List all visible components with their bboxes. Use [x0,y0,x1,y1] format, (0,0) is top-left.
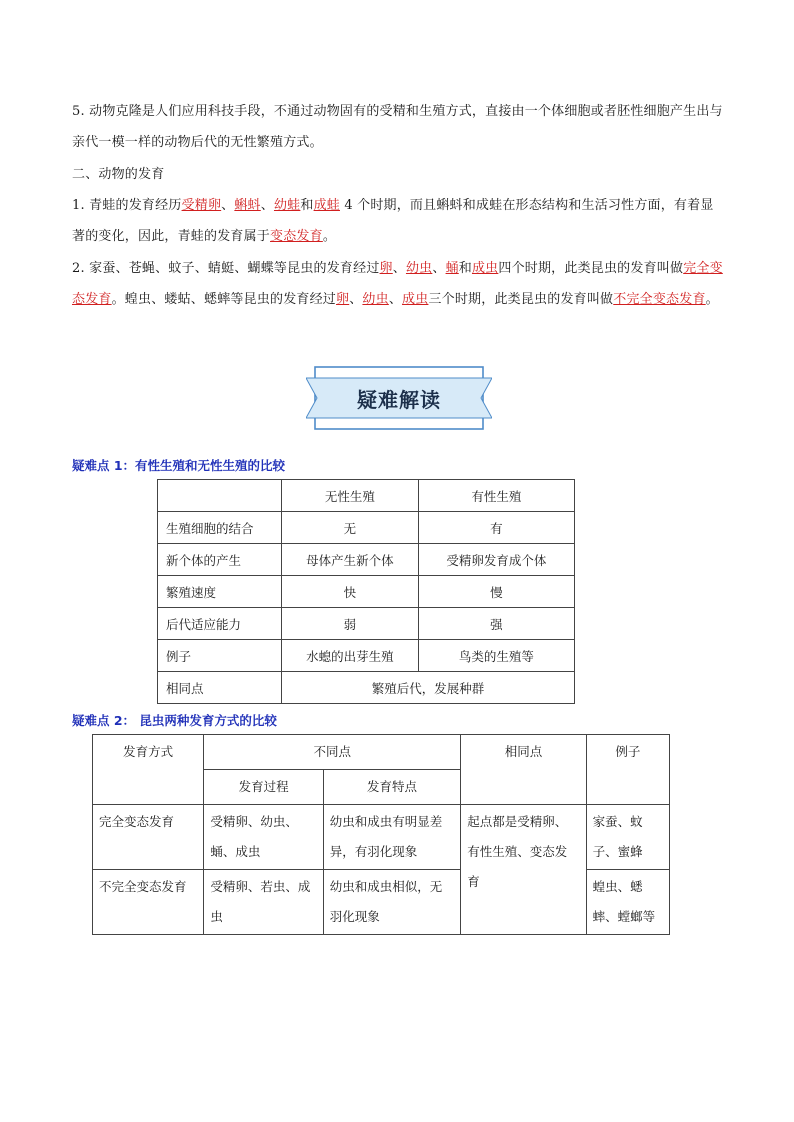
row-label: 新个体的产生 [158,544,282,576]
paragraph-text: 1. 青蛙的发育经历 [72,198,182,213]
point1-title: 疑难点 1：有性生殖和无性生殖的比较 [72,458,286,473]
header-cell: 有性生殖 [418,480,574,512]
answer-text: 完全变态发育 [72,261,723,307]
paragraph-text: 四个时期，此类昆虫的发育叫做 [498,261,684,276]
table-cell: 慢 [418,576,574,608]
point2-title: 疑难点 2： 昆虫两种发育方式的比较 [72,713,277,728]
table-cell: 无 [282,512,419,544]
table-row [158,512,575,544]
row-label: 相同点 [158,672,282,704]
banner-title: 疑难解读 [357,387,441,412]
table-header-row [93,735,670,770]
answer-text: 幼蛙 [273,198,301,213]
paragraph-text: 2. 家蚕、苍蝇、蚊子、蜻蜓、蝴蝶等昆虫的发育经过 [72,261,380,276]
table-row [158,544,575,576]
section-heading-development: 二、动物的发育 [72,167,165,182]
insect-development-table [92,734,670,935]
answer-text: 不完全变态发育 [613,292,706,307]
table-cell: 有 [418,512,574,544]
paragraph-text: 三个时期，此类昆虫的发育叫做 [428,292,614,307]
header-cell: 不同点 [204,735,461,770]
subheader-cell: 发育过程 [204,770,323,805]
subheader-cell: 发育特点 [323,770,460,805]
paragraph-text: 、 [221,198,235,213]
table-row [158,608,575,640]
table-row [158,576,575,608]
paragraph-text: 和 [458,261,472,276]
answer-text: 成虫 [471,261,499,276]
paragraph-cloning: 5. 动物克隆是人们应用科技手段，不通过动物固有的受精和生殖方式，直接由一个体细胞或者胚性细胞产生出与亲代一模一样的动物后代的无性繁殖方式。 [72,104,723,150]
table-cell: 受精卵、幼虫、蛹、成虫 [204,805,323,870]
answer-text: 受精卵 [181,198,222,213]
paragraph-text: 和 [300,198,314,213]
header-cell [158,480,282,512]
table-cell: 家蚕、蚊子、蜜蜂 [586,805,669,870]
answer-text: 幼虫 [405,261,433,276]
table-cell: 幼虫和成虫有明显差异，有羽化现象 [323,805,460,870]
table-row [158,672,575,704]
table-cell-merged: 繁殖后代，发展种群 [282,672,575,704]
answer-text: 卵 [336,292,350,307]
table-cell: 蝗虫、蟋蟀、螳螂等 [586,870,669,935]
paragraph-insect-development [72,253,724,315]
table-cell: 受精卵、若虫、成虫 [204,870,323,935]
answer-text: 成虫 [402,292,429,307]
banner-difficulty-reading [306,366,492,430]
table-header-row [158,480,575,512]
row-label: 繁殖速度 [158,576,282,608]
header-cell: 相同点 [461,735,586,805]
answer-text: 变态发育 [270,229,323,244]
table-cell: 受精卵发育成个体 [418,544,574,576]
header-cell: 发育方式 [93,735,204,805]
paragraph-text: 。蝗虫、蝼蛄、蟋蟀等昆虫的发育经过 [111,292,337,307]
header-cell: 例子 [586,735,669,805]
table-cell: 幼虫和成虫相似，无羽化现象 [323,870,460,935]
table-row [93,805,670,870]
paragraph-text: 、 [349,292,363,307]
row-label: 生殖细胞的结合 [158,512,282,544]
answer-text: 卵 [379,261,393,276]
paragraph-frog-development [72,190,724,252]
paragraph-text: 4 个时期，而且蝌蚪和成蛙在形态结构和生活习性方面，有着显著的变化，因此，青蛙的发育属于 [72,198,714,244]
answer-text: 蝌蚪 [234,198,261,213]
answer-text: 成蛙 [313,198,340,213]
paragraph-text: 、 [260,198,274,213]
table-row [158,640,575,672]
row-label: 不完全变态发育 [93,870,204,935]
table-cell: 弱 [282,608,419,640]
table-cell-merged: 起点都是受精卵、有性生殖、变态发育 [461,805,586,935]
row-label: 完全变态发育 [93,805,204,870]
row-label: 后代适应能力 [158,608,282,640]
answer-text: 蛹 [445,261,459,276]
table-cell: 水螅的出芽生殖 [282,640,419,672]
paragraph-text: 。 [705,292,719,307]
paragraph-text: 、 [388,292,403,307]
table-cell: 快 [282,576,419,608]
paragraph-text: 。 [322,229,337,244]
answer-text: 幼虫 [362,292,389,307]
row-label: 例子 [158,640,282,672]
table-cell: 鸟类的生殖等 [418,640,574,672]
header-cell: 无性生殖 [282,480,419,512]
reproduction-comparison-table [157,479,575,704]
table-cell: 强 [418,608,574,640]
paragraph-text: 、 [432,261,446,276]
paragraph-text: 、 [392,261,406,276]
table-cell: 母体产生新个体 [282,544,419,576]
